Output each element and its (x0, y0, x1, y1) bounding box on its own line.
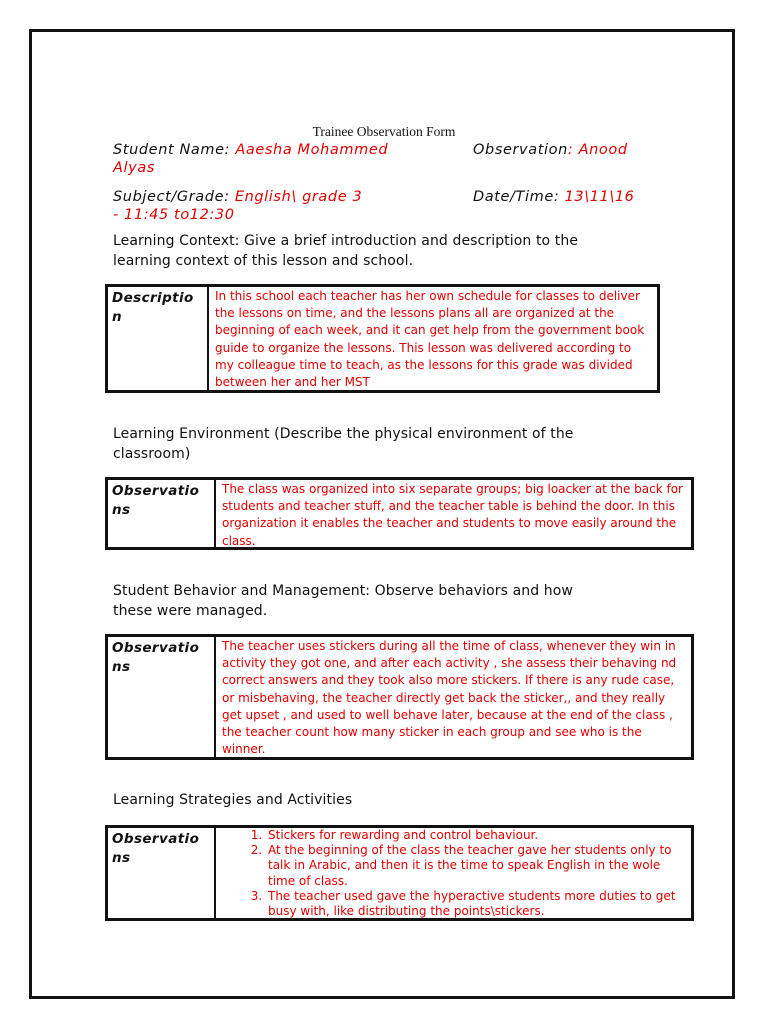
subject-grade-label: Subject/Grade: (113, 189, 230, 205)
observation-label: Observation (473, 142, 568, 158)
behavior-observations-box (105, 634, 694, 760)
behavior-observations-text: The teacher uses stickers during all the time of class, whenever they win in activity they got one, and after each activity , she assess their behaving nd correct answers and they took also more stickers. If there is any rude case, or misbehaving, the teacher directly get back the sticker,, and they really get upset , and used to well behave later, because at the end of the class , the teacher count how many sticker in each group and see who is the winner. (222, 639, 677, 757)
description-label: Descriptio n (108, 287, 209, 390)
strategies-observations-box (105, 825, 694, 921)
environment-observations-text: The class was organized into six separate groups; big loacker at the back for students and teacher stuff, and the teacher table is behind the door. In this organization it enables the teacher and students to move easily around the class. (222, 482, 683, 548)
learning-strategies-heading: Learning Strategies and Activities (113, 792, 353, 808)
form-title: Trainee Observation Form (312, 124, 456, 139)
student-name-field (113, 141, 388, 159)
subject-grade-continued (113, 206, 235, 224)
strategies-observations-label: Observatio ns (108, 828, 216, 918)
date-time-value: 13\11\16 (564, 189, 635, 205)
student-name-value: Aaesha Mohammed (235, 142, 389, 158)
list-item: 3. The teacher used gave the hyperactive students more duties to get busy with, like distributing the points\stickers. (266, 889, 691, 919)
environment-observations-label: Observatio ns (108, 480, 216, 547)
observation-value: : Anood (567, 142, 628, 158)
observation-field (473, 141, 628, 159)
list-item: 1. Stickers for rewarding and control behaviour. (266, 828, 691, 843)
environment-observations-box (105, 477, 694, 550)
learning-context-heading: Learning Context: Give a brief introduction and description to the learning context of this lesson and school. (113, 233, 579, 269)
student-behavior-heading: Student Behavior and Management: Observe behaviors and how these were managed. (113, 583, 573, 619)
subject-grade-value-line2: - 11:45 to12:30 (113, 207, 235, 223)
date-time-label: Date/Time: (473, 189, 560, 205)
behavior-observations-label: Observatio ns (108, 637, 216, 757)
student-name-label: Student Name: (113, 142, 231, 158)
subject-grade-value: English\ grade 3 (234, 189, 363, 205)
student-name-continued (113, 159, 155, 177)
subject-grade-field (113, 188, 362, 206)
date-time-field (473, 188, 635, 206)
learning-environment-heading: Learning Environment (Describe the physical environment of the classroom) (113, 426, 574, 462)
list-item: 2. At the beginning of the class the teacher gave her students only to talk in Arabic, and then it is the time to speak English in the wole time of class. (266, 843, 691, 889)
description-text: In this school each teacher has her own schedule for classes to deliver the lessons on time, and the lessons plans all are organized at the beginning of each week, and it can get help from the government book guide to organize the lessons. This lesson was delivered according to my colleague time to teach, as the lessons for this grade was divided between her and her MST (215, 289, 645, 390)
student-name-value-line2: Alyas (113, 160, 155, 176)
description-box (105, 284, 660, 393)
strategies-list (216, 828, 691, 918)
